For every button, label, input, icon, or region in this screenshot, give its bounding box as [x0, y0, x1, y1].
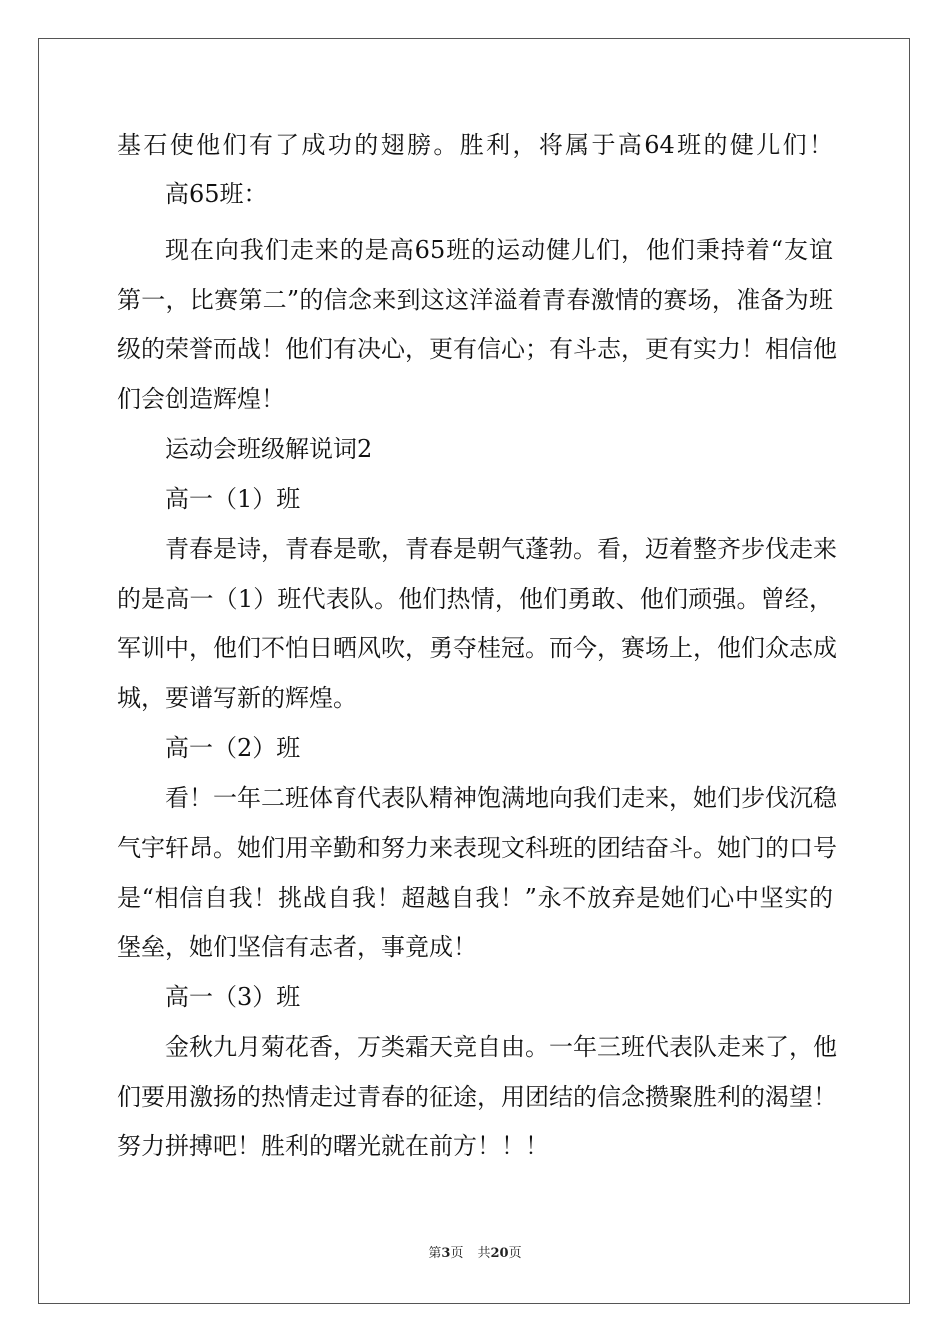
- paragraph-line: 金秋九月菊花香，万类霜天竞自由。一年三班代表队走来了，他: [165, 1033, 837, 1061]
- total-suffix: 页: [508, 1246, 522, 1261]
- section-heading: 高一（1）班: [165, 485, 301, 513]
- paragraph-line: 级的荣誉而战！他们有决心，更有信心；有斗志，更有实力！相信他: [117, 335, 837, 363]
- paragraph-line: 是“相信自我！挑战自我！超越自我！”永不放弃是她们心中坚实的: [117, 884, 833, 912]
- page-prefix: 第: [428, 1246, 442, 1261]
- page-suffix: 页: [450, 1246, 464, 1261]
- paragraph-line: 现在向我们走来的是高65班的运动健儿们，他们秉持着“友谊: [165, 236, 833, 264]
- paragraph-line: 看！一年二班体育代表队精神饱满地向我们走来，她们步伐沉稳: [165, 784, 837, 812]
- section-heading: 高65班：: [165, 180, 268, 208]
- total-pages: 20: [490, 1246, 509, 1261]
- paragraph-line: 堡垒，她们坚信有志者，事竟成！: [117, 933, 477, 961]
- page-number: 3: [441, 1246, 451, 1261]
- paragraph-line: 基石使他们有了成功的翅膀。胜利，将属于高64班的健儿们！: [117, 131, 833, 159]
- paragraph-line: 第一，比赛第二”的信念来到这这洋溢着青春激情的赛场，准备为班: [117, 286, 833, 314]
- paragraph-line: 们要用激扬的热情走过青春的征途，用团结的信念攒聚胜利的渴望！: [117, 1083, 837, 1111]
- paragraph-line: 城，要谱写新的辉煌。: [117, 684, 357, 712]
- paragraph-line: 青春是诗，青春是歌，青春是朝气蓬勃。看，迈着整齐步伐走来: [165, 535, 837, 563]
- paragraph-line: 气宇轩昂。她们用辛勤和努力来表现文科班的团结奋斗。她门的口号: [117, 834, 837, 862]
- section-heading: 运动会班级解说词2: [165, 435, 373, 463]
- page-footer: [0, 1245, 950, 1263]
- paragraph-line: 努力拼搏吧！胜利的曙光就在前方！！！: [117, 1132, 549, 1160]
- paragraph-line: 们会创造辉煌！: [117, 385, 285, 413]
- section-heading: 高一（2）班: [165, 734, 301, 762]
- total-prefix: 共: [477, 1246, 491, 1261]
- section-heading: 高一（3）班: [165, 983, 301, 1011]
- paragraph-line: 的是高一（1）班代表队。他们热情，他们勇敢、他们顽强。曾经，: [117, 585, 833, 613]
- paragraph-line: 军训中，他们不怕日晒风吹，勇夺桂冠。而今，赛场上，他们众志成: [117, 634, 837, 662]
